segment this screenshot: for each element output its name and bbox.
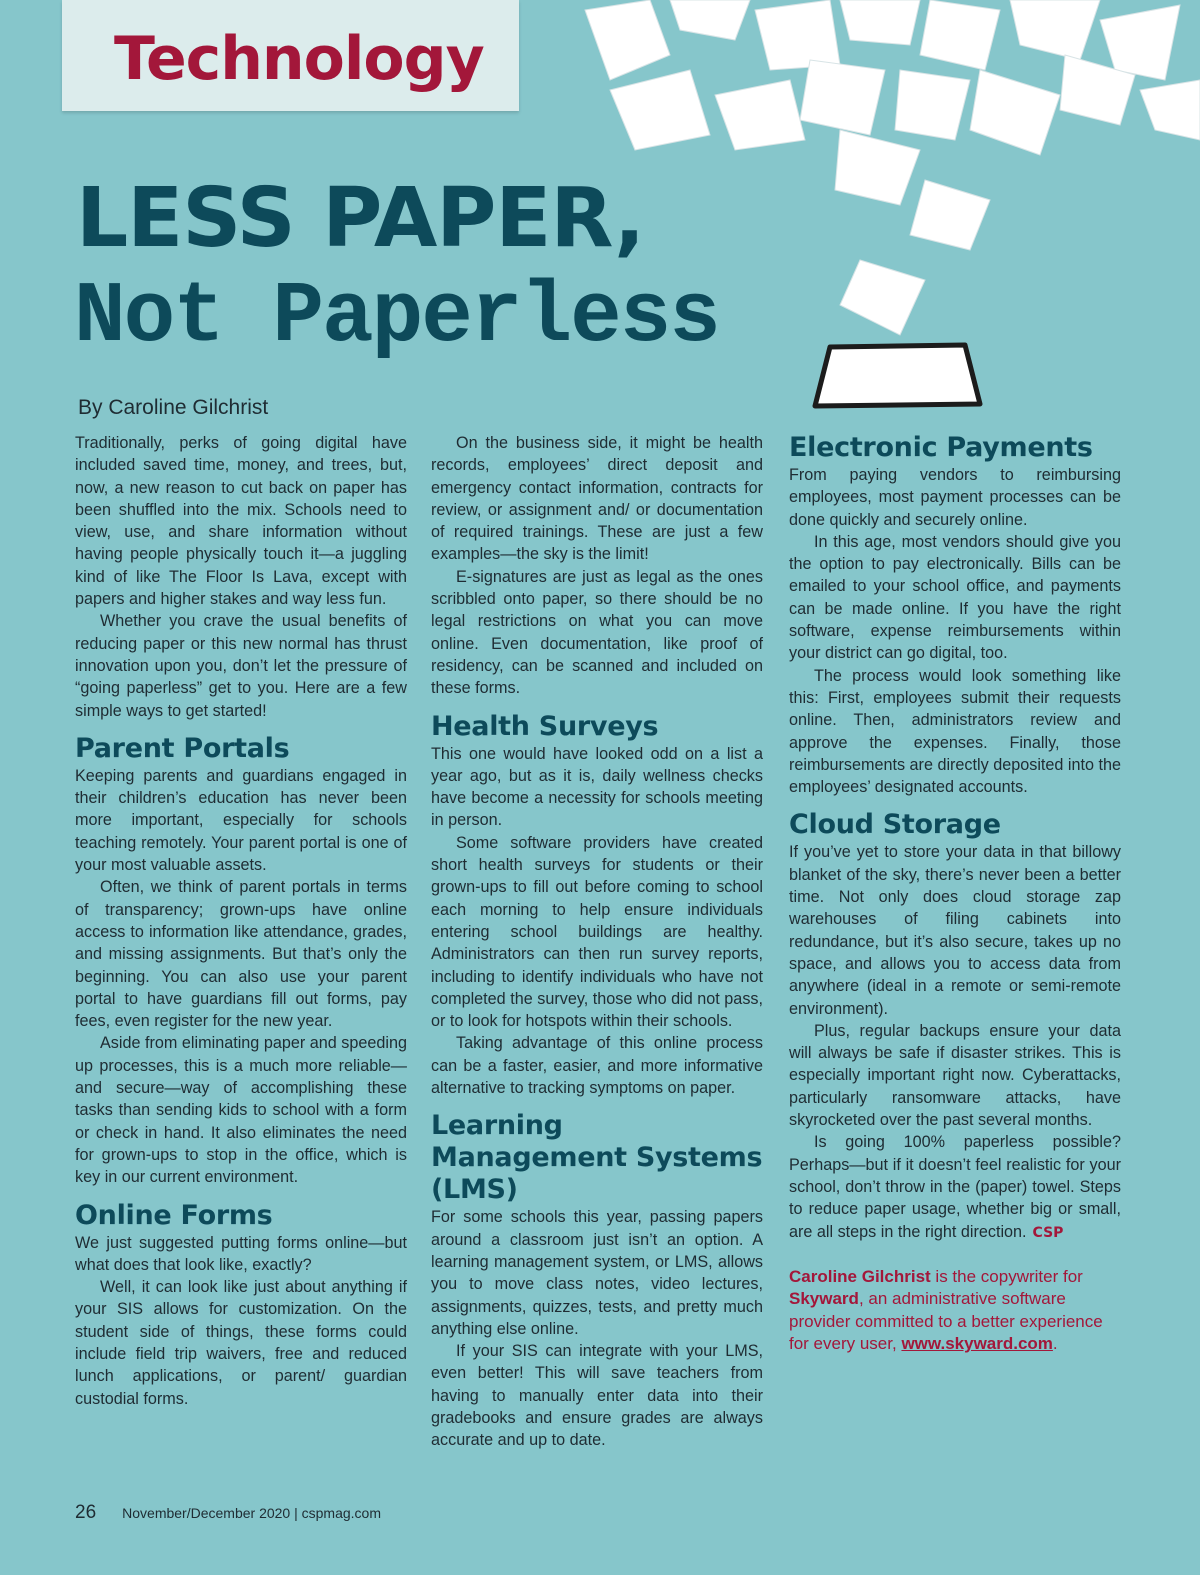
paragraph: Some software providers have created short health surveys for students or their grown-ups to fill out before coming to school each morning to help ensure individuals entering school buildings are healthy. Administrators can then run survey reports, including to identify individuals who have not completed the survey, those who did not pass, or to look for hotspots within their schools. <box>431 833 763 1031</box>
section-heading-lms: Learning Management Systems (LMS) <box>431 1110 763 1206</box>
headline-line-2: Not Paperless <box>74 268 719 366</box>
author-name: Caroline Gilchrist <box>789 1266 931 1286</box>
paragraph: From paying vendors to reimbursing employees, most payment processes can be done quickly and securely online. <box>789 466 1121 529</box>
paper-sheet <box>910 180 990 250</box>
bio-text: . <box>1052 1334 1058 1354</box>
page-footer <box>75 1502 381 1524</box>
paper-sheet <box>585 0 670 80</box>
paper-sheet <box>1010 0 1100 60</box>
paper-sheet <box>1140 80 1200 140</box>
paper-sheet <box>920 0 1000 70</box>
paragraph: On the business side, it might be health records, employees’ direct deposit and emergency contact information, contracts for review, or assignment and/ or documentation of required trainings. These are just a few examples—the sky is the limit! <box>431 434 763 564</box>
paper-sheet <box>715 80 805 150</box>
tablet-device <box>815 345 980 406</box>
paper-sheet <box>835 130 920 205</box>
section-heading-online-forms: Online Forms <box>75 1199 273 1231</box>
article-column-1 <box>75 432 407 1410</box>
section-tab <box>62 0 519 111</box>
paper-sheet <box>670 0 750 40</box>
paper-sheet <box>895 70 970 140</box>
page-number: 26 <box>75 1502 97 1523</box>
paper-sheet <box>840 260 925 335</box>
paragraph-text: Is going 100% paperless possible? Perhaps—but if it doesn’t feel realistic for your school, don’t throw in the (paper) towel. Steps to reduce paper usage, whether big or small, are all steps in the right direction. <box>789 1133 1121 1241</box>
paragraph: This one would have looked odd on a list a year ago, but as it is, daily wellness checks have become a necessity for schools meeting in person. <box>431 744 763 830</box>
paragraph: The process would look something like this: First, employees submit their requests online. Then, administrators review and approve the expenses. Finally, those reimbursements are directly deposited into the employees’ designated accounts. <box>789 666 1122 797</box>
paragraph: Aside from eliminating paper and speeding up processes, this is a much more reliable—and secure—way of accomplishing these tasks than sending kids to school with a form or check in hand. It also eliminates the need for grown-ups to stop in the office, which is key in our current environment. <box>75 1034 407 1187</box>
section-heading-health-surveys: Health Surveys <box>431 710 659 742</box>
paragraph-with-end-mark <box>789 1131 1121 1243</box>
paragraph: Whether you crave the usual benefits of reducing paper or this new normal has thrust innovation upon you, don’t let the pressure of “going paperless” get to you. Here are a few simple ways to get started! <box>75 612 407 720</box>
paragraph: Traditionally, perks of going digital have included saved time, money, and trees, but, now, a new reason to cut back on paper has been shuffled into the mix. Schools need to view, use, and share information without having people physically touch it—a juggling kind of like The Floor Is Lava, except with papers and higher stakes and way less fun. <box>75 434 407 609</box>
bio-text: is the copywriter for <box>930 1266 1083 1286</box>
paper-sheet <box>610 70 710 150</box>
article-column-3 <box>789 432 1121 1356</box>
byline: By Caroline Gilchrist <box>78 396 269 419</box>
author-bio <box>789 1266 1121 1356</box>
section-heading-parent-portals: Parent Portals <box>75 732 290 764</box>
paper-sheet <box>840 0 920 45</box>
paper-sheet <box>800 60 885 135</box>
paragraph: Plus, regular backups ensure your data will always be safe if disaster strikes. This is especially important right now. Cyberattacks, particularly ransomware attacks, have skyrocketed over the past several months. <box>789 1021 1121 1130</box>
article-column-2 <box>431 432 763 1452</box>
paragraph: We just suggested putting forms online—but what does that look like, exactly? <box>75 1233 407 1274</box>
paragraph: Often, we think of parent portals in terms of transparency; grown-ups have online access to information like attendance, grades, and missing assignments. But that’s only the beginning. You can also use your parent portal to have guardians fill out forms, pay fees, even register for the new year. <box>75 878 407 1031</box>
bio-text: , an administrative software provider committed to a better experience for every user, <box>789 1289 1103 1354</box>
section-heading-electronic-payments: Electronic Payments <box>789 432 1093 463</box>
paragraph: If you’ve yet to store your data in that billowy blanket of the sky, there’s never been a better time. Not only does cloud storage zap warehouses of filing cabinets into redundance, but it’s also secure, takes up no space, and allows you to access data from anywhere (ideal in a remote or semi-remote environment). <box>789 843 1121 1018</box>
paragraph: For some schools this year, passing papers around a classroom just isn’t an option. A learning management system, or LMS, allows you to move class notes, video lectures, assignments, quizzes, tests, and pretty much anything else online. <box>431 1208 763 1338</box>
issue-info: November/December 2020 | cspmag.com <box>122 1505 381 1521</box>
company-name: Skyward <box>789 1289 859 1309</box>
paragraph: E-signatures are just as legal as the ones scribbled onto paper, so there should be no legal restrictions on what you can move online. Even documentation, like proof of residency, can be scanned and included on these forms. <box>431 567 763 698</box>
section-heading-cloud-storage: Cloud Storage <box>789 809 1001 841</box>
company-website-link[interactable]: www.skyward.com <box>901 1334 1053 1354</box>
paper-sheet <box>970 70 1060 155</box>
paragraph: Well, it can look like just about anything if your SIS allows for customization. On the student side of things, these forms could include field trip waivers, free and reduced lunch applications, or parent/ guardian custodial forms. <box>75 1278 407 1408</box>
section-label: Technology <box>114 24 484 94</box>
paragraph: In this age, most vendors should give you the option to pay electronically. Bills can be emailed to your school office, and payments can be made online. If you have the right software, expense reimbursements within your district can go digital, too. <box>789 532 1121 663</box>
headline-line-1: LESS PAPER, <box>76 171 645 266</box>
paragraph: Taking advantage of this online process can be a faster, easier, and more informative alternative to tracking symptoms on paper. <box>431 1034 763 1098</box>
end-mark: CSP <box>1032 1224 1064 1241</box>
paper-sheet <box>755 0 840 70</box>
paragraph: If your SIS can integrate with your LMS, even better! This will save teachers from having to manually enter data into their gradebooks and ensure grades are always accurate and up to date. <box>431 1342 763 1450</box>
paragraph: Keeping parents and guardians engaged in their children’s education has never been more important, especially for schools teaching remotely. Your parent portal is one of your most valuable assets. <box>75 766 407 875</box>
